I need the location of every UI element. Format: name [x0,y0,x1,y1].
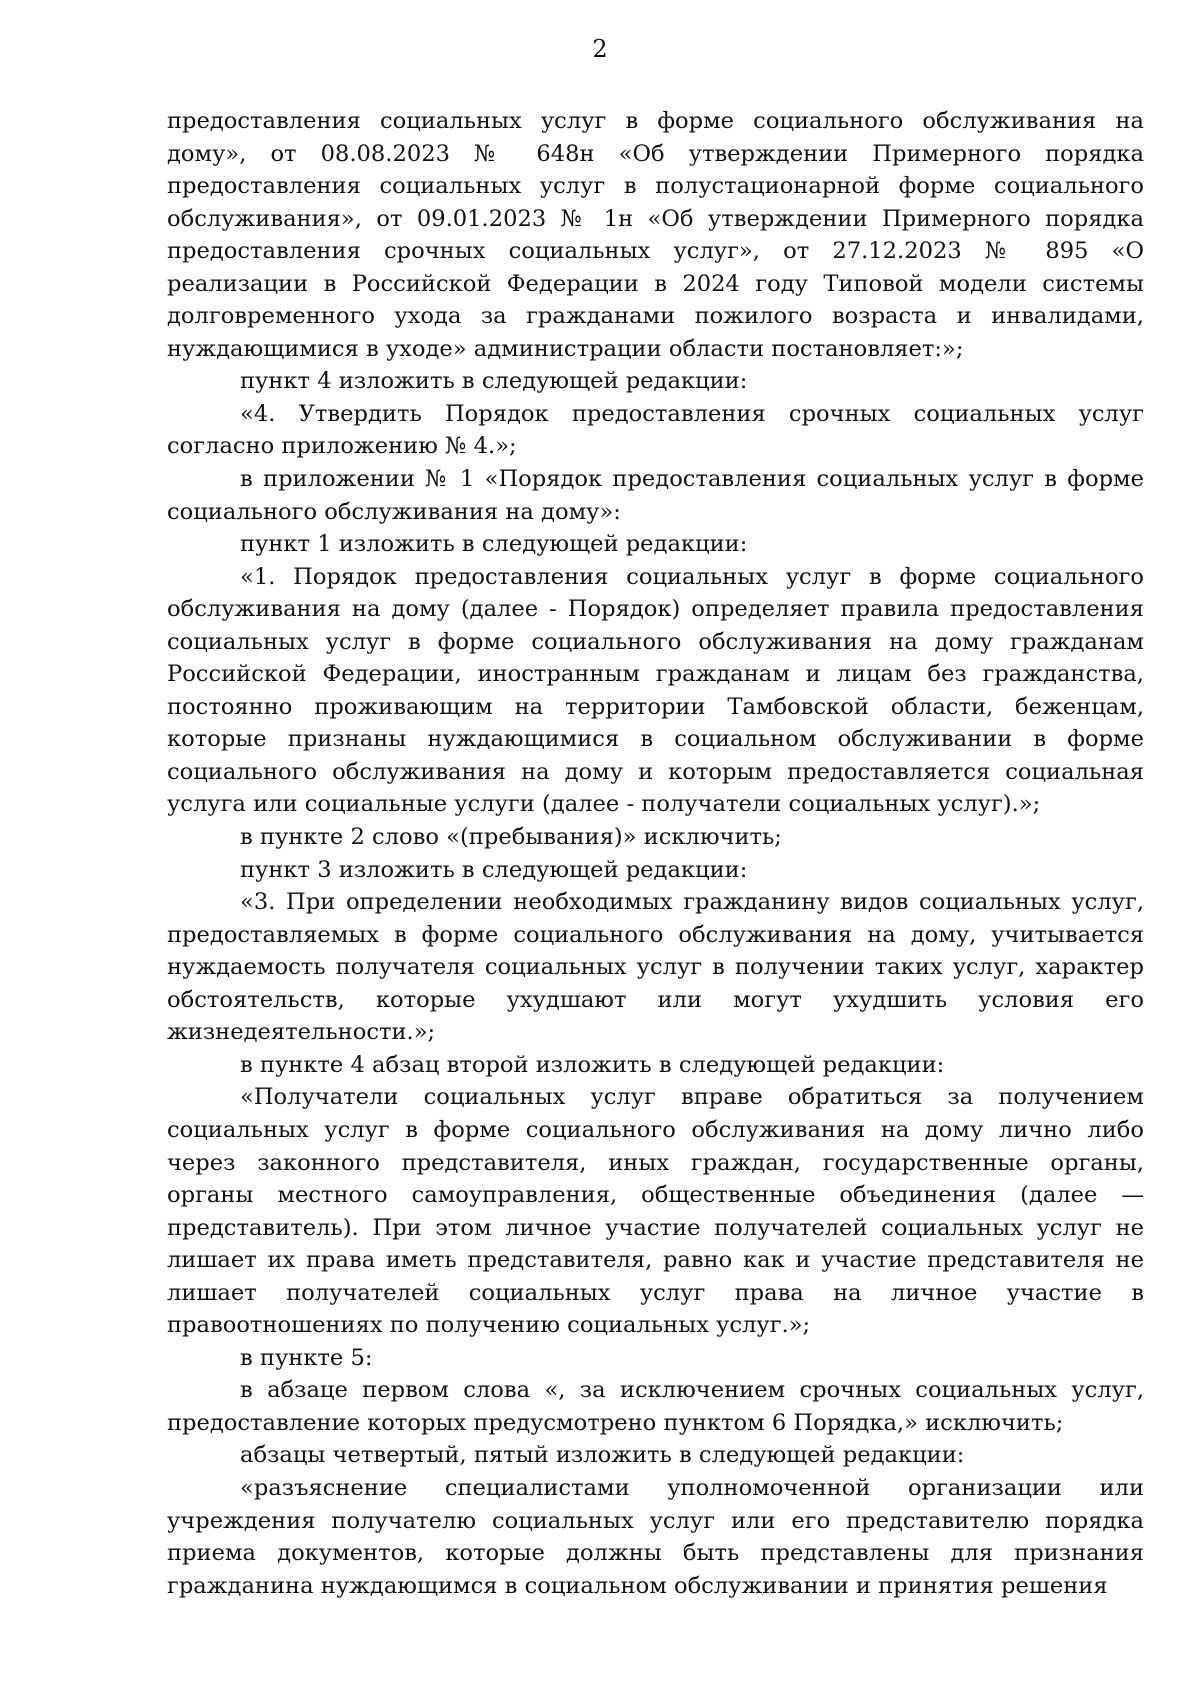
paragraph: «4. Утвердить Порядок предоставления срочных социальных услуг согласно приложению № 4.»; [167,400,1144,460]
paragraph: пункт 3 изложить в следующей редакции: [240,856,748,883]
paragraph: в пункте 4 абзац второй изложить в следующей редакции: [240,1051,945,1078]
paragraph: «1. Порядок предоставления социальных услуг в форме социального обслуживания на дому (далее - Порядок) определяет правила предоставления социальных услуг в форме социального обслуживания на дому гражданам Российской Федерации, иностранным гражданам и лицам без гражданства, постоянно проживающим на территории Тамбовской области, беженцам, которые признаны нуждающимися в социальном обслуживании в форме социального обслуживания на дому и которым предоставляется социальная услуга или социальные услуги (далее - получатели социальных услуг).»; [167,563,1144,818]
paragraph: «Получатели социальных услуг вправе обратиться за получением социальных услуг в форме социального обслуживания на дому лично либо через законного представителя, иных граждан, государственные органы, органы местного самоуправления, общественные объединения (далее — представитель). При этом личное участие получателей социальных услуг не лишает их права иметь представителя, равно как и участие представителя не лишает получателей социальных услуг права на личное участие в правоотношениях по получению социальных услуг.»; [167,1084,1144,1339]
page-number: 2 [592,35,608,63]
paragraph: пункт 4 изложить в следующей редакции: [240,368,748,395]
paragraph: в пункте 5: [240,1344,373,1371]
paragraph-continuation: предоставления социальных услуг в форме социального обслуживания на дому», от 08.08.2023 № 648н «Об утверждении Примерного порядка предоставления социальных услуг в полустационарной форме социального обслуживания», от 09.01.2023 № 1н «Об утверждении Примерного порядка предоставления срочных социальных услуг», от 27.12.2023 № 895 «О реализации в Российской Федерации в 2024 году Типовой модели системы долговременного ухода за гражданами пожилого возраста и инвалидами, нуждающимися в уходе» администрации области постановляет:»; [167,108,1144,362]
paragraph: «разъяснение специалистами уполномоченной организации или учреждения получателю социальных услуг или его представителю порядка приема документов, которые должны быть представлены для признания гражданина нуждающимся в социальном обслуживании и принятия решения [167,1474,1144,1599]
paragraph: «3. При определении необходимых гражданину видов социальных услуг, предоставляемых в форме социального обслуживания на дому, учитывается нуждаемость получателя социальных услуг в получении таких услуг, характер обстоятельств, которые ухудшают или могут ухудшить условия его жизнедеятельности.»; [167,889,1144,1046]
document-body [167,105,1144,1602]
paragraph: в пункте 2 слово «(пребывания)» исключить; [240,824,782,851]
paragraph: абзацы четвертый, пятый изложить в следующей редакции: [240,1442,965,1469]
paragraph: пункт 1 изложить в следующей редакции: [240,531,748,558]
paragraph: в приложении № 1 «Порядок предоставления социальных услуг в форме социального обслуживания на дому»: [167,466,1144,525]
paragraph: в абзаце первом слова «, за исключением срочных социальных услуг, предоставление которых предусмотрено пунктом 6 Порядка,» исключить; [167,1377,1144,1436]
